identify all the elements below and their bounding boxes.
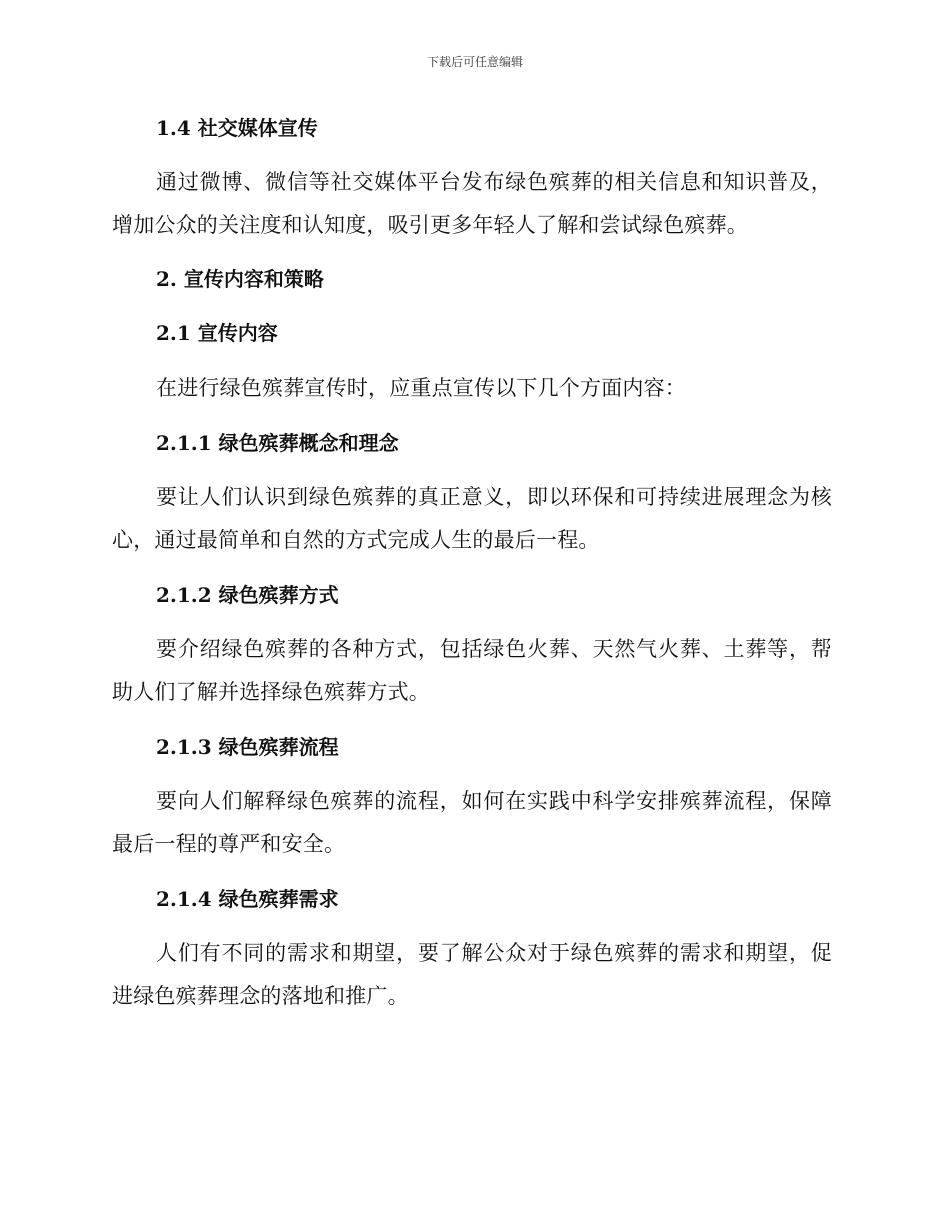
paragraph-2-1: [112, 367, 832, 410]
paragraph-line: 要向人们解释绿色殡葬的流程，如何在实践中科学安排殡葬流程，保障: [156, 789, 832, 813]
paragraph-line: 助人们了解并选择绿色殡葬方式。: [112, 680, 430, 704]
paragraph-line: 要介绍绿色殡葬的各种方式，包括绿色火葬、天然气火葬、土葬等，帮: [156, 637, 832, 661]
paragraph-line: 进绿色殡葬理念的落地和推广。: [112, 984, 409, 1008]
paragraph-line: 增加公众的关注度和认知度，吸引更多年轻人了解和尝试绿色殡葬。: [112, 213, 748, 237]
paragraph-line: 要让人们认识到绿色殡葬的真正意义，即以环保和可持续进展理念为核: [156, 485, 832, 509]
section-heading-2-1: 2.1 宣传内容: [156, 321, 278, 345]
paragraph-line: 最后一程的尊严和安全。: [112, 832, 346, 856]
section-heading-1-4: 1.4 社交媒体宣传: [156, 116, 318, 140]
paragraph-2-1-1: [112, 476, 832, 562]
section-heading-2-1-1: 2.1.1 绿色殡葬概念和理念: [156, 431, 399, 455]
page-header-note: 下载后可任意编辑: [426, 55, 523, 69]
section-heading-2-1-3: 2.1.3 绿色殡葬流程: [156, 735, 339, 759]
section-heading-2-1-4: 2.1.4 绿色殡葬需求: [156, 887, 339, 911]
paragraph-line: 在进行绿色殡葬宣传时，应重点宣传以下几个方面内容：: [156, 376, 686, 400]
paragraph-1-4: [112, 161, 832, 247]
paragraph-2-1-2: [112, 628, 832, 714]
paragraph-line: 人们有不同的需求和期望，要了解公众对于绿色殡葬的需求和期望，促: [156, 941, 832, 965]
paragraph-line: 通过微博、微信等社交媒体平台发布绿色殡葬的相关信息和知识普及，: [156, 170, 832, 194]
section-heading-2: 2. 宣传内容和策略: [156, 267, 324, 291]
paragraph-2-1-3: [112, 780, 832, 866]
paragraph-2-1-4: [112, 932, 832, 1018]
section-heading-2-1-2: 2.1.2 绿色殡葬方式: [156, 583, 339, 607]
paragraph-line: 心，通过最简单和自然的方式完成人生的最后一程。: [112, 528, 600, 552]
